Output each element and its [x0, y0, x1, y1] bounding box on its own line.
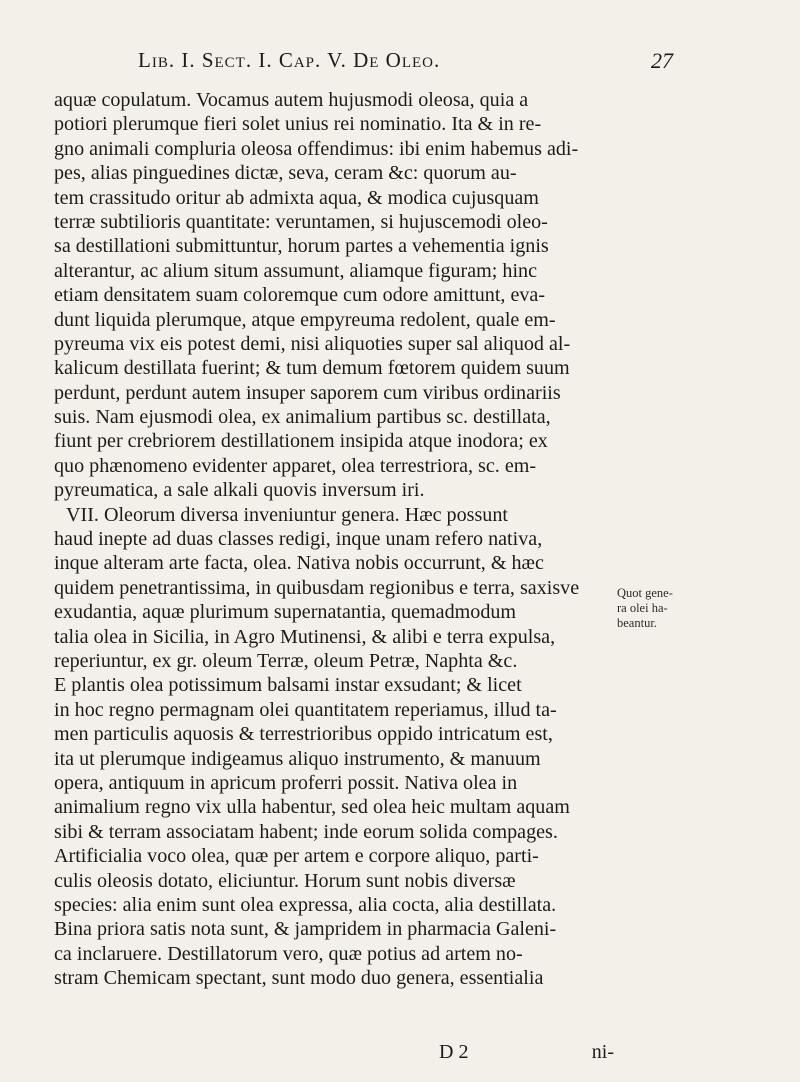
text-line: sa destillationi submittuntur, horum partes a vehementia ignis — [54, 235, 549, 258]
text-line: pyreuma vix eis potest demi, nisi aliquoties super sal aliquod al- — [54, 332, 571, 355]
text-line: inque alteram arte facta, olea. Nativa nobis occurrunt, & hæc — [54, 552, 544, 575]
running-head: Lib. I. Sect. I. Cap. V. De Oleo. — [138, 48, 441, 72]
text-line: suis. Nam ejusmodi olea, ex animalium partibus sc. destillata, — [54, 406, 551, 429]
text-line: ita ut plerumque indigeamus aliquo instrumento, & manuum — [54, 747, 541, 770]
text-line: reperiuntur, ex gr. oleum Terræ, oleum Petræ, Naphta &c. — [54, 649, 518, 672]
text-line: terræ subtilioris quantitate: veruntamen, si hujuscemodi oleo- — [54, 210, 548, 233]
text-line: pes, alias pinguedines dictæ, seva, ceram &c: quorum au- — [54, 162, 517, 185]
text-line: stram Chemicam spectant, sunt modo duo genera, essentialia — [54, 967, 544, 990]
text-line: culis oleosis dotato, eliciuntur. Horum sunt nobis diversæ — [54, 869, 516, 892]
signature-mark: D 2 — [439, 1041, 469, 1063]
page-number: 27 — [651, 48, 673, 73]
text-line: E plantis olea potissimum balsami instar exsudant; & licet — [54, 674, 522, 697]
text-line: exudantia, aquæ plurimum supernatantia, quemadmodum — [54, 601, 517, 624]
text-line: sibi & terram associatam habent; inde eorum solida compages. — [54, 820, 558, 843]
text-line: Artificialia voco olea, quæ per artem e corpore aliquo, parti- — [54, 845, 539, 868]
text-line: Bina priora satis nota sunt, & jampridem in pharmacia Galeni- — [54, 918, 557, 941]
text-line: animalium regno vix ulla habentur, sed olea heic multam aquam — [54, 796, 570, 819]
text-line: talia olea in Sicilia, in Agro Mutinensi, & alibi e terra expulsa, — [54, 625, 556, 648]
text-line: perdunt, perdunt autem insuper saporem cum viribus ordinariis — [54, 381, 561, 404]
text-line: gno animali compluria oleosa offendimus: ibi enim habemus adi- — [54, 137, 579, 160]
page-header — [108, 48, 673, 78]
margin-note — [617, 586, 687, 631]
text-line: in hoc regno permagnam olei quantitatem reperiamus, illud ta- — [54, 698, 557, 721]
text-line: alterantur, ac alium situm assumunt, aliamque figuram; hinc — [54, 259, 537, 282]
text-line: tem crassitudo oritur ab admixta aqua, & modica cujusquam — [54, 186, 539, 209]
text-line: etiam densitatem suam coloremque cum odore amittunt, eva- — [54, 284, 546, 307]
text-line: aquæ copulatum. Vocamus autem hujusmodi oleosa, quia a — [54, 89, 529, 111]
text-line: kalicum destillata fuerint; & tum demum fœtorem quidem suum — [54, 357, 570, 380]
margin-note-line: ra olei ha- — [617, 601, 668, 615]
text-line: haud inepte ad duas classes redigi, inque unam refero nativa, — [54, 528, 543, 551]
text-line: dunt liquida plerumque, atque empyreuma redolent, quale em- — [54, 308, 556, 331]
text-line: species: alia enim sunt olea expressa, alia cocta, alia destillata. — [54, 893, 557, 916]
text-line: VII. Oleorum diversa inveniuntur genera. Hæc possunt — [66, 503, 508, 526]
text-line: men particulis aquosis & terrestrioribus oppido intricatum est, — [54, 723, 553, 746]
text-line: ca inclaruere. Destillatorum vero, quæ potius ad artem no- — [54, 942, 523, 965]
text-line: fiunt per crebriorem destillationem insipida atque inodora; ex — [54, 430, 548, 453]
text-line: potiori plerumque fieri solet unius rei nominatio. Ita & in re- — [54, 113, 542, 136]
text-line: pyreumatica, a sale alkali quovis inversum iri. — [54, 479, 425, 502]
text-line: opera, antiquum in apricum proferri possit. Nativa olea in — [54, 771, 518, 794]
main-text — [54, 88, 614, 990]
text-line: quo phænomeno evidenter apparet, olea terrestriora, sc. em- — [54, 454, 537, 477]
margin-note-line: Quot gene- — [617, 586, 673, 600]
catchword: ni- — [591, 1041, 614, 1063]
margin-note-line: beantur. — [617, 616, 657, 630]
text-line: quidem penetrantissima, in quibusdam regionibus e terra, saxisve — [54, 576, 580, 599]
